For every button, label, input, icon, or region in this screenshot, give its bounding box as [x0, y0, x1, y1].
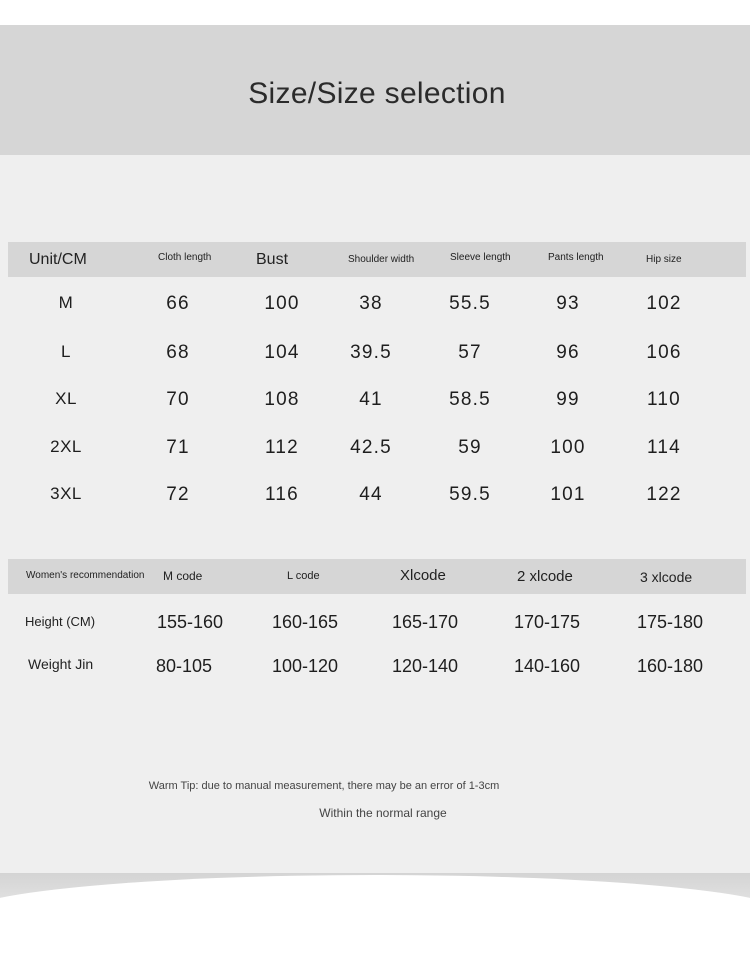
size-header-shoulder-width: Shoulder width: [348, 254, 415, 265]
size-cell: 70: [166, 389, 190, 410]
rec-cell: 165-170: [391, 612, 459, 632]
rec-cell: 160-180: [636, 656, 704, 676]
size-cell: 108: [264, 389, 300, 410]
size-cell: 99: [556, 389, 580, 410]
size-cell: 68: [166, 342, 190, 363]
size-cell: 104: [264, 342, 300, 363]
rec-header-2xl-code: 2 xlcode: [517, 568, 573, 585]
normal-range-text: Within the normal range: [319, 806, 447, 820]
size-header-pants-length: Pants length: [548, 252, 604, 263]
size-header-cloth-length: Cloth length: [158, 252, 212, 263]
size-header-bust: Bust: [256, 251, 289, 268]
size-cell: 102: [646, 293, 682, 314]
size-cell: 57: [458, 342, 482, 363]
rec-cell: 170-175: [513, 612, 581, 632]
size-cell: 93: [556, 293, 580, 314]
rec-cell: 140-160: [513, 656, 581, 676]
rec-header-3xl-code: 3 xlcode: [640, 569, 693, 585]
rec-header-xl-code: Xlcode: [400, 567, 446, 584]
rec-header-m-code: M code: [163, 569, 203, 583]
size-cell: 39.5: [350, 342, 392, 363]
size-chart-panel: [0, 25, 750, 935]
rec-header-women: Women's recommendation: [26, 570, 145, 581]
rec-cell: 160-165: [271, 612, 339, 632]
size-header-sleeve-length: Sleeve length: [450, 252, 511, 263]
bottom-curve: [0, 875, 750, 935]
size-header-unit: Unit/CM: [29, 251, 87, 268]
rec-cell: 175-180: [636, 612, 704, 632]
size-cell: 71: [166, 437, 190, 458]
rec-row-label-height: Height (CM): [25, 614, 96, 629]
rec-cell: 100-120: [271, 656, 339, 676]
page-title: Size/Size selection: [248, 77, 506, 110]
size-cell: 58.5: [449, 389, 491, 410]
size-cell: 106: [646, 342, 682, 363]
size-cell: 44: [359, 484, 383, 505]
size-cell: 66: [166, 293, 190, 314]
size-cell: 72: [166, 484, 190, 505]
size-cell: 122: [646, 484, 682, 505]
size-cell: L: [61, 342, 71, 361]
rec-cell: 120-140: [391, 656, 459, 676]
size-cell: 100: [264, 293, 300, 314]
rec-row-label-weight: Weight Jin: [28, 656, 94, 672]
size-cell: 116: [265, 484, 299, 505]
size-cell: 55.5: [449, 293, 491, 314]
size-cell: 59: [458, 437, 482, 458]
size-cell: 112: [265, 437, 299, 458]
size-cell: 100: [550, 437, 586, 458]
size-cell: XL: [55, 389, 77, 408]
size-cell: 3XL: [50, 484, 82, 503]
size-cell: 114: [647, 437, 681, 458]
size-cell: M: [58, 293, 74, 312]
size-cell: 41: [359, 389, 383, 410]
size-header-hip-size: Hip size: [646, 254, 682, 265]
size-cell: 96: [556, 342, 580, 363]
size-cell: 101: [550, 484, 586, 505]
size-cell: 59.5: [449, 484, 491, 505]
recommendation-table-header: [8, 559, 746, 594]
size-cell: 38: [359, 293, 383, 314]
warm-tip-text: Warm Tip: due to manual measurement, there may be an error of 1-3cm: [148, 780, 500, 792]
rec-cell: 155-160: [156, 612, 224, 632]
rec-header-l-code: L code: [287, 570, 320, 582]
rec-cell: 80-105: [155, 656, 213, 676]
size-cell: 42.5: [350, 437, 392, 458]
size-table-header: [8, 242, 746, 277]
size-cell: 2XL: [50, 437, 82, 456]
size-cell: 110: [647, 389, 681, 410]
